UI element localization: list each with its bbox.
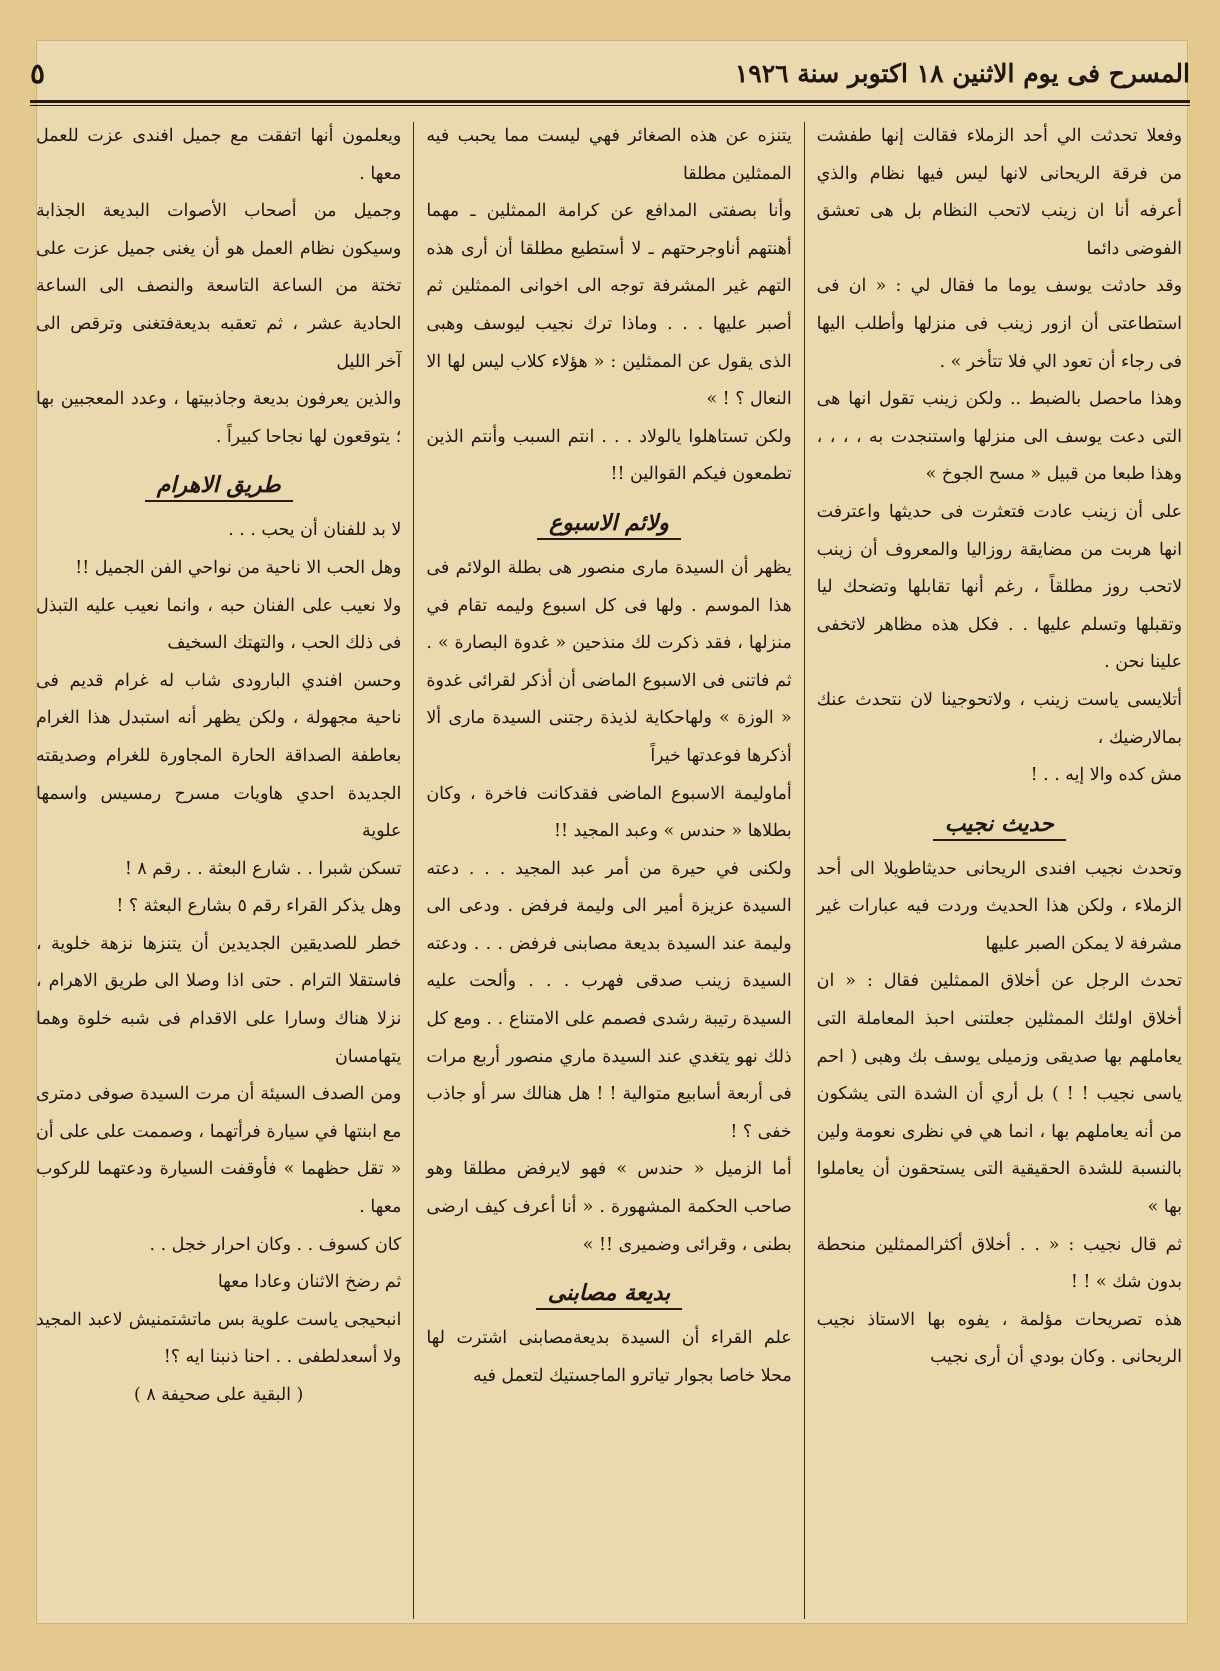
header-title: المسرح فى يوم الاثنين ١٨ اكتوبر سنة ١٩٢٦ [734,58,1190,88]
page-number: ٥ [30,56,46,90]
continuation-note: ( البقية على صحيفة ٨ ) [134,1385,304,1405]
section-heading-text: ولائم الاسبوع [537,510,681,540]
paragraph: انبحيجى ياست علوية بس ماتشتمنيش لاعبد المجيد ولا أسعدلطفى . . احنا ذنبنا ايه ؟! [36,1309,402,1368]
header-rule-thin [30,105,1190,106]
paragraph: ومن الصدف السيئة أن مرت السيدة صوفى دمترى مع ابنتها في سيارة فرأتهما ، وصممت على على أن « تقل حظهما » فأوقفت السيارة ودعتهما للركوب معها . [36,1084,402,1218]
section-heading [817,807,1182,841]
paragraph: علم القراء أن السيدة بديعةمصابنى اشترت لها محلا خاصا بجوار تياترو الماجستيك لتعمل فيه [426,1328,792,1386]
paragraph: تحدث الرجل عن أخلاق الممثلين فقال : « ان أخلاق اولئك الممثلين جعلتنى احبذ المعاملة التى يعاملهم بها صديقى وزميلى يوسف بك وهبى ( احم ياسى نجيب ! ! ) بل أري أن الشدة التى يشكون من أنه يعاملهم بها ، انما هي في نظرى نعومة ولين بالنسبة للشدة الحقيقية التى يستحقون أن يعاملوا بها » [816,971,1182,1218]
section-heading [426,506,791,540]
paragraph: أماوليمة الاسبوع الماضى فقدكانت فاخرة ، وكان بطلاها « حندس » وعبد المجيد !! [426,783,792,842]
paragraph: يتنزه عن هذه الصغائر فهي ليست مما يحبب فيه الممثلين مطلقا [426,126,792,184]
paragraph: ويعلمون أنها اتفقت مع جميل افندى عزت للعمل معها . [36,126,402,184]
column-left [24,118,413,1649]
paragraph: خطر للصديقين الجديدين أن يتنزها نزهة خلوية ، فاستقلا الترام . حتى اذا وصلا الى طريق الاهرام ، نزلا هناك وسارا على الاقدام فى شبه خلوة وهما يتهامسان [36,933,402,1067]
column-middle [414,118,803,1649]
section-heading [36,468,401,502]
paragraph: وحسن افندي البارودى شاب له غرام قديم فى ناحية مجهولة ، ولكن يظهر أنه استبدل هذا الغرام بعاطفة الصداقة الحارة المجاورة للغرام وصديقته الجديدة احدي هاويات مسرح رمسيس واسمها علوية [36,670,402,842]
column-divider [413,122,414,1619]
paragraph: وجميل من أصحاب الأصوات البديعة الجذابة وسيكون نظام العمل هو أن يغنى جميل عزت على تختة من الساعة التاسعة والنصف الى الساعة الحادية عشر ، ثم تعقبه بديعةفتغنى وترقص الى آخر الليل [36,201,402,372]
column-right [805,118,1194,1649]
paragraph: ثم قال نجيب : « . . أخلاق أكثرالممثلين منحطة بدون شك » ! ! [816,1234,1182,1293]
paragraph: لا بد للفنان أن يحب . . . [228,520,402,541]
paragraph: أما الزميل « حندس » فهو لايرفض مطلقا وهو صاحب الحكمة المشهورة . « أنا أعرف كيف ارضى بطنى ، وقرائى وضميرى !! » [426,1159,792,1255]
article-columns [24,118,1194,1649]
section-heading-text: بديعة مصابنى [536,1280,683,1310]
paragraph: يظهر أن السيدة مارى منصور هى بطلة الولائم فى هذا الموسم . ولها فى كل اسبوع وليمه تقام في منزلها ، فقد ذكرت لك منذحين « غدوة البصارة » . ثم فاتنى فى الاسبوع الماضى أن أذكر لقرائى غدوة « الوزة » ولهاحكاية لذيذة رجتنى السيدة مارى ألا أذكرها فوعدتها خيراً [426,557,792,766]
paragraph: وهذا ماحصل بالضبط .. ولكن زينب تقول انها هى التى دعت يوسف الى منزلها واستنجدت به ، ، ، ، وهذا طبعا من قبيل « مسح الجوخ » [816,389,1182,485]
paragraph: ولا نعيب على الفنان حبه ، وانما نعيب عليه التبذل فى ذلك الحب ، والتهتك السخيف [36,595,402,654]
header-rule [30,100,1190,103]
page-header [30,48,1190,98]
column-divider [804,122,805,1619]
paragraph: على أن زينب عادت فتعثرت فى حديثها واعترفت انها هربت من مضايقة روزاليا والمعروف أن زينب لاتحب روز مطلقاً ، رغم أنها تقابلها وتضحك ليا وتقبلها وتسلم عليها . . فكل هذه مظاهر لاتخفى علينا نحن . [816,501,1182,673]
paragraph: أتلايسى ياست زينب ، ولاتحوجينا لان نتحدث عنك بمالارضيك ، [816,689,1182,748]
paragraph: ولكنى في حيرة من أمر عبد المجيد . . . دعته السيدة عزيزة أمير الى وليمة فرفض . ودعى الى وليمة عند السيدة بديعة مصابنى فرفض . . . ودعته السيدة زينب صدقى فهرب . . . وألحت عليه السيدة رتيبة رشدى فصمم على الامتناع . . ومع كل ذلك نهو يتغدي عند السيدة ماري منصور أربع مرات فى أربعة أسابيع متوالية ! ! هل هنالك سر أو جاذب خفى ؟ ! [426,858,792,1142]
paragraph: كان كسوف . . وكان احرار خجل . . [149,1234,402,1255]
paragraph: هذه تصريحات مؤلمة ، يفوه بها الاستاذ نجيب الريحانى . وكان بودي أن أرى نجيب [816,1309,1182,1368]
paragraph: وهل يذكر القراء رقم ٥ بشارع البعثة ؟ ! [116,896,402,917]
section-heading-text: حديث نجيب [933,811,1066,841]
paragraph: وهل الحب الا ناحية من نواحي الفن الجميل !! [75,557,402,578]
paragraph: مش كده والا إيه . . ! [1030,765,1182,786]
paragraph: وفعلا تحدثت الي أحد الزملاء فقالت إنها طفشت من فرقة الريحانى لانها ليس فيها نظام والذي أعرفه أنا ان زينب لاتحب النظام بل هى تعشق الفوضى دائما [816,126,1182,259]
paragraph: ثم رضخ الاثنان وعادا معها [217,1272,402,1293]
section-heading [426,1276,791,1310]
paragraph: وقد حادثت يوسف يوما ما فقال لي : « ان فى استطاعتى أن ازور زينب فى منزلها وأطلب اليها فى رجاء أن تعود الي فلا تتأخر » . [816,276,1182,372]
paragraph: ولكن تستاهلوا يالولاد . . . انتم السبب وأنتم الذين تطمعون فيكم القوالين !! [426,426,792,485]
section-heading-text: طريق الاهرام [145,472,293,502]
paragraph: وأنا بصفتى المدافع عن كرامة الممثلين ـ مهما أهنتهم أناوجرحتهم ـ لا أستطيع مطلقا أن أرى هذه التهم غير المشرفة توجه الى اخوانى الممثلين ثم أصبر عليها . . . وماذا ترك نجيب ليوسف وهبى الذى يقول عن الممثلين : « هؤلاء كلاب ليس لها الا النعال ؟ ! » [426,201,792,410]
paragraph: وتحدث نجيب افندى الريحانى حديثاطويلا الى أحد الزملاء ، ولكن هذا الحديث وردت فيه عبارات غير مشرفة لا يمكن الصبر عليها [816,858,1182,954]
paragraph: والذين يعرفون بديعة وجاذبيتها ، وعدد المعجبين بها ؛ يتوقعون لها نجاحا كبيراً . [36,389,402,447]
paragraph: تسكن شبرا . . شارع البعثة . . رقم ٨ ! [124,858,402,879]
